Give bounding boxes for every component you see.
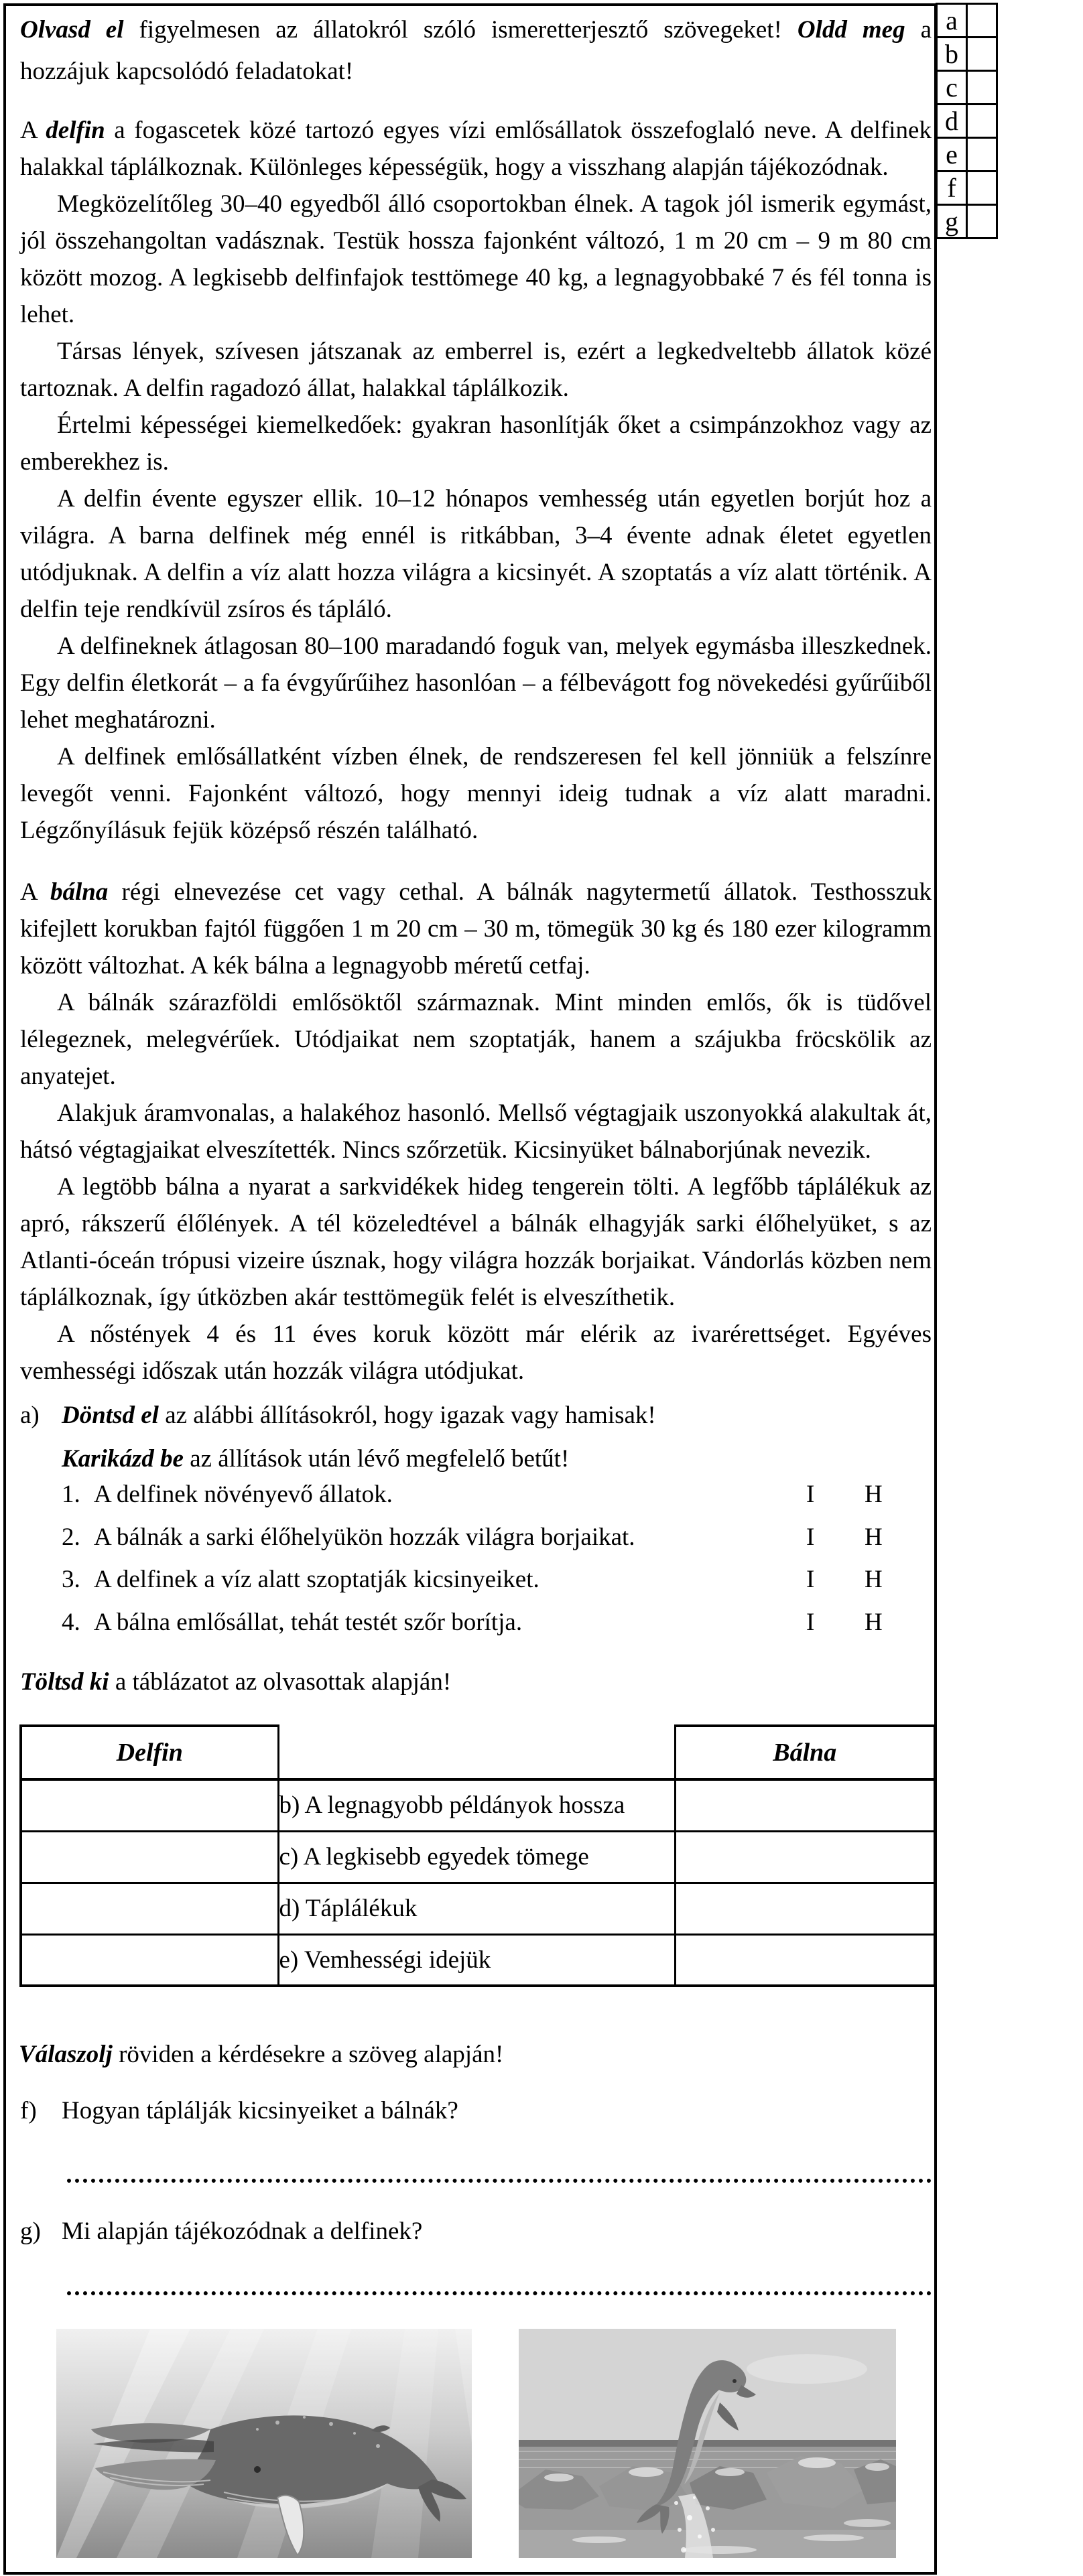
emphasis-text: Oldd meg bbox=[797, 16, 905, 44]
statement-number: 2. bbox=[62, 1523, 80, 1551]
score-row bbox=[937, 172, 997, 205]
score-value-cell[interactable] bbox=[967, 205, 997, 239]
score-row bbox=[937, 38, 997, 71]
false-letter[interactable]: H bbox=[865, 1608, 883, 1636]
task-a-instruction-2 bbox=[62, 1440, 569, 1477]
text-segment: Társas lények, szívesen játszanak az emberrel is, ezért a legkedveltebb állatok közé tartoznak. A delfin ragadozó állat, halakkal táplálkozik. bbox=[20, 338, 932, 402]
task-a-line bbox=[20, 1397, 932, 1434]
answer-cell-delfin[interactable] bbox=[21, 1831, 278, 1883]
text-segment: A bbox=[20, 878, 50, 906]
statement-row bbox=[62, 1561, 930, 1604]
score-value-cell[interactable] bbox=[967, 4, 997, 38]
true-letter[interactable]: I bbox=[806, 1566, 815, 1593]
fill-table-row-label: b) A legnagyobb példányok hossza bbox=[278, 1779, 675, 1831]
emphasis-text: Töltsd ki bbox=[20, 1668, 109, 1696]
statement-number: 3. bbox=[62, 1566, 80, 1593]
fill-table bbox=[19, 1724, 936, 1987]
fill-table-row bbox=[21, 1779, 935, 1831]
paragraph bbox=[20, 112, 932, 186]
paragraph bbox=[20, 1095, 932, 1168]
answer-line-g[interactable] bbox=[67, 2274, 932, 2295]
text-segment: a táblázatot az olvasottak alapján! bbox=[109, 1668, 452, 1696]
text-segment: A delfin évente egyszer ellik. 10–12 hónapos vemhesség után egyetlen borjút hoz a világra. A barna delfinek még ennél is ritkábban, 3–4 évente adnak életet egyetlen utódjuknak. A delfin a víz alatt hozza világra a kicsinyét. A szoptatás a víz alatt történik. A delfin teje rendkívül zsíros és tápláló. bbox=[20, 485, 932, 623]
fill-table-header-balna: Bálna bbox=[675, 1726, 935, 1779]
fill-table-header-middle bbox=[278, 1726, 675, 1779]
score-letter-cell: a bbox=[937, 4, 967, 38]
score-value-cell[interactable] bbox=[967, 38, 997, 71]
score-letter-cell: g bbox=[937, 205, 967, 239]
paragraph bbox=[20, 874, 932, 984]
score-value-cell[interactable] bbox=[967, 172, 997, 205]
whale-underwater-photo bbox=[56, 2329, 472, 2558]
cloud bbox=[747, 2354, 867, 2384]
paragraph bbox=[20, 480, 932, 628]
question-g-text: Mi alapján tájékozódnak a delfinek? bbox=[62, 2218, 423, 2245]
fill-table-row-label: c) A legkisebb egyedek tömege bbox=[278, 1831, 675, 1883]
fill-table-header-row bbox=[21, 1726, 935, 1779]
statement-row bbox=[62, 1519, 930, 1562]
answer-cell-balna[interactable] bbox=[675, 1883, 935, 1934]
emphasis-text: Döntsd el bbox=[62, 1402, 159, 1429]
paragraph bbox=[20, 333, 932, 407]
fill-table-instruction bbox=[20, 1664, 451, 1700]
paragraph bbox=[20, 984, 932, 1095]
statement-row bbox=[62, 1604, 930, 1647]
score-row bbox=[937, 138, 997, 172]
text-segment: röviden a kérdésekre a szöveg alapján! bbox=[112, 2041, 504, 2068]
paragraph bbox=[20, 1168, 932, 1316]
answer-cell-balna[interactable] bbox=[675, 1831, 935, 1883]
true-letter[interactable]: I bbox=[806, 1481, 815, 1508]
dolphin-jump-photo bbox=[519, 2329, 896, 2558]
text-segment: A legtöbb bálna a nyarat a sarkvidékek hideg tengerein tölti. A legfőbb táplálékuk az apró, rákszerű élőlények. A tél közeledtével a bálnák elhagyják sarki élőhelyüket, s az Atlanti-óceán trópusi vizeire úsznak, hogy világra hozzák borjaikat. Vándorlás közben nem táplálkoznak, így útközben akár testtömegük felét is elveszíthetik. bbox=[20, 1173, 932, 1311]
score-letter-cell: d bbox=[937, 105, 967, 138]
statement-text: A bálna emlősállat, tehát testét szőr borítja. bbox=[94, 1608, 523, 1636]
text-segment: Megközelítőleg 30–40 egyedből álló csoportokban élnek. A tagok jól ismerik egymást, jól összehangoltan vadásznak. Testük hossza fajonként változó, 1 m 20 cm – 9 m 80 cm között mozog. A legkisebb delfinfajok testtömege 40 kg, a legnagyobbaké 7 és fél tonna is lehet. bbox=[20, 190, 932, 328]
whale-eye bbox=[254, 2466, 261, 2473]
statement-text: A bálnák a sarki élőhelyükön hozzák világra borjaikat. bbox=[94, 1523, 635, 1551]
paragraph bbox=[20, 1316, 932, 1389]
whale-photo bbox=[56, 2329, 472, 2558]
false-letter[interactable]: H bbox=[865, 1566, 883, 1593]
question-g-label: g) bbox=[20, 2218, 41, 2245]
statement-list bbox=[62, 1476, 930, 1646]
text-segment: az állítások után lévő megfelelő betűt! bbox=[183, 1445, 570, 1473]
dolphin-photo bbox=[519, 2329, 896, 2558]
text-segment: A delfinek emlősállatként vízben élnek, de rendszeresen fel kell jönniük a felszínre levegőt venni. Fajonként változó, hogy mennyi ideig tudnak a víz alatt maradni. Légzőnyílásuk fejük középső részén található. bbox=[20, 743, 932, 844]
emphasis-text: Olvasd el bbox=[20, 16, 124, 44]
fill-table-row-label: d) Táplálékuk bbox=[278, 1883, 675, 1934]
score-letter-cell: f bbox=[937, 172, 967, 205]
question-g bbox=[20, 2213, 932, 2250]
emphasis-text: delfin bbox=[46, 117, 105, 144]
paragraph bbox=[20, 407, 932, 480]
intro-instruction bbox=[20, 9, 932, 92]
score-row bbox=[937, 205, 997, 239]
text-segment: A delfineknek átlagosan 80–100 maradandó foguk van, melyek egymásba illeszkednek. Egy delfin életkorát – a fa évgyűrűihez hasonlóan – a félbevágott fog növekedési gyűrűiből lehet meghatározni. bbox=[20, 632, 932, 734]
score-row bbox=[937, 4, 997, 38]
fill-table-header-delfin: Delfin bbox=[21, 1726, 278, 1779]
text-segment: régi elnevezése cet vagy cethal. A bálnák nagytermetű állatok. Testhosszuk kifejlett korukban fajtól függően 1 m 20 cm – 30 m, tömegük 30 kg és 180 ezer kilogramm között változhat. A kék bálna a legnagyobb méretű cetfaj. bbox=[20, 878, 932, 979]
answer-cell-delfin[interactable] bbox=[21, 1934, 278, 1986]
paragraph bbox=[20, 628, 932, 738]
answer-cell-delfin[interactable] bbox=[21, 1779, 278, 1831]
emphasis-text: Karikázd be bbox=[62, 1445, 184, 1473]
paragraph bbox=[20, 186, 932, 333]
answer-cell-delfin[interactable] bbox=[21, 1883, 278, 1934]
score-row bbox=[937, 105, 997, 138]
false-letter[interactable]: H bbox=[865, 1481, 883, 1508]
whale-text bbox=[20, 874, 932, 1389]
score-value-cell[interactable] bbox=[967, 138, 997, 172]
answer-line-f[interactable] bbox=[67, 2161, 932, 2183]
task-a-label: a) bbox=[20, 1402, 40, 1429]
question-f-label: f) bbox=[20, 2097, 37, 2124]
statement-number: 4. bbox=[62, 1608, 80, 1636]
true-letter[interactable]: I bbox=[806, 1523, 815, 1551]
score-letter-cell: c bbox=[937, 71, 967, 105]
text-segment: Értelmi képességei kiemelkedőek: gyakran hasonlítják őket a csimpánzokhoz vagy az emberekhez is. bbox=[20, 411, 932, 476]
fill-table-row bbox=[21, 1883, 935, 1934]
false-letter[interactable]: H bbox=[865, 1523, 883, 1551]
fill-table-row bbox=[21, 1831, 935, 1883]
score-table bbox=[936, 3, 998, 239]
statement-text: A delfinek növényevő állatok. bbox=[94, 1481, 393, 1508]
true-letter[interactable]: I bbox=[806, 1608, 815, 1636]
text-segment: A bálnák szárazföldi emlősöktől származnak. Mint minden emlős, ők is tüdővel lélegeznek, melegvérűek. Utódjaikat nem szoptatják, hanem a szájukba fröcskölik az anyatejet. bbox=[20, 989, 932, 1090]
score-letter-cell: e bbox=[937, 138, 967, 172]
text-segment: figyelmesen az állatokról szóló ismeretterjesztő szövegeket! bbox=[123, 16, 798, 44]
question-f bbox=[20, 2092, 932, 2129]
text-segment: az alábbi állításokról, hogy igazak vagy hamisak! bbox=[158, 1402, 656, 1429]
text-segment: a fogascetek közé tartozó egyes vízi emlősállatok összefoglaló neve. A delfinek halakkal táplálkoznak. Különleges képességük, hogy a visszhang alapján tájékozódnak. bbox=[20, 117, 932, 181]
short-answer-instruction bbox=[19, 2036, 503, 2073]
statement-text: A delfinek a víz alatt szoptatják kicsinyeiket. bbox=[94, 1566, 539, 1593]
score-value-cell[interactable] bbox=[967, 105, 997, 138]
score-letter-cell: b bbox=[937, 38, 967, 71]
paragraph bbox=[20, 738, 932, 849]
text-segment: A nőstények 4 és 11 éves koruk között már elérik az ivarérettséget. Egyéves vemhességi időszak után hozzák világra utódjukat. bbox=[20, 1320, 932, 1385]
question-f-text: Hogyan táplálják kicsinyeiket a bálnák? bbox=[62, 2097, 458, 2124]
score-row bbox=[937, 71, 997, 105]
score-value-cell[interactable] bbox=[967, 71, 997, 105]
fill-table-row bbox=[21, 1934, 935, 1986]
task-a-instruction bbox=[62, 1402, 656, 1429]
horizon-line bbox=[519, 2440, 896, 2447]
text-segment: A bbox=[20, 117, 46, 144]
statement-row bbox=[62, 1476, 930, 1519]
emphasis-text: Válaszolj bbox=[19, 2041, 113, 2068]
emphasis-text: bálna bbox=[50, 878, 109, 906]
dolphin-eye bbox=[732, 2379, 737, 2383]
fill-table-row-label: e) Vemhességi idejük bbox=[278, 1934, 675, 1986]
statement-number: 1. bbox=[62, 1481, 80, 1508]
text-segment: a hozzájuk kapcsolódó feladatokat! bbox=[20, 16, 932, 85]
dolphin-text bbox=[20, 112, 932, 849]
text-segment: Alakjuk áramvonalas, a halakéhoz hasonló. Mellső végtagjaik uszonyokká alakultak át, hátsó végtagjaikat elveszítették. Nincs szőrzetük. Kicsinyüket bálnaborjúnak nevezik. bbox=[20, 1099, 932, 1164]
answer-cell-balna[interactable] bbox=[675, 1934, 935, 1986]
answer-cell-balna[interactable] bbox=[675, 1779, 935, 1831]
